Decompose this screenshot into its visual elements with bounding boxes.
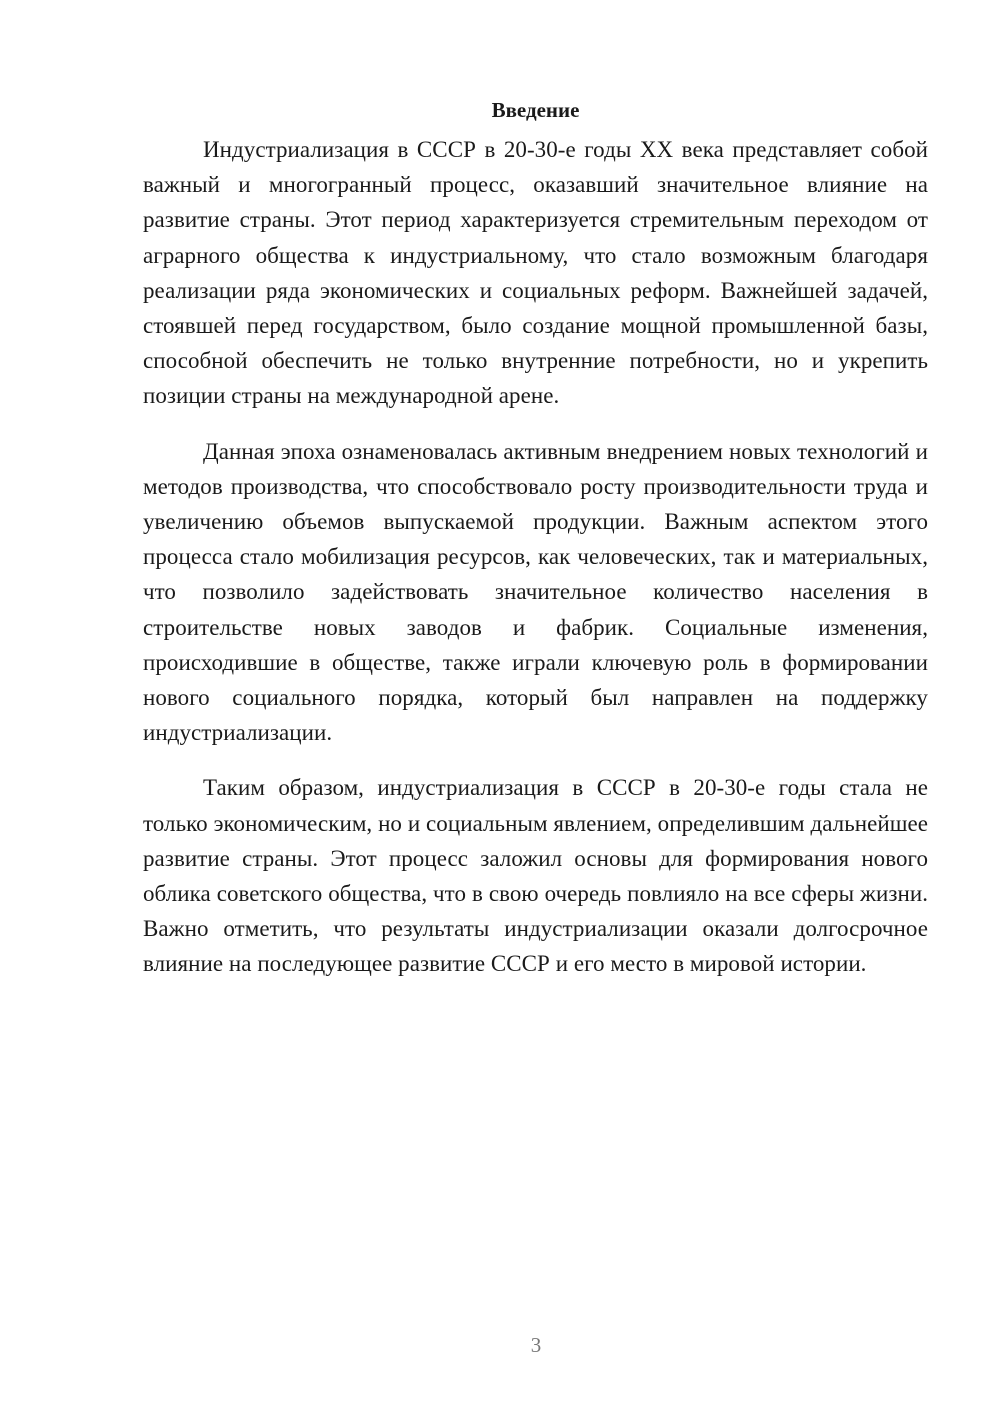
section-title: Введение	[491, 98, 580, 122]
document-page	[143, 95, 928, 1002]
paragraph-3: Таким образом, индустриализация в СССР в 20-30-е годы стала не только экономическим, но и социальным явлением, определившим дальнейшее развитие страны. Этот процесс заложил основы для формирования нового облика советского общества, что в свою очередь повлияло на все сферы жизни. Важно отметить, что результаты индустриализации оказали долгосрочное влияние на последующее развитие СССР и его место в мировой истории.	[143, 775, 928, 977]
page-number: 3	[530, 1333, 542, 1357]
paragraph-2: Данная эпоха ознаменовалась активным внедрением новых технологий и методов производства, что способствовало росту производительности труда и увеличению объемов выпускаемой продукции. Важным аспектом этого процесса стало мобилизация ресурсов, как человеческих, так и материальных, что позволило задействовать значительное количество населения в строительстве новых заводов и фабрик. Социальные изменения, происходившие в обществе, также играли ключевую роль в формировании нового социального порядка, который был направлен на поддержку индустриализации.	[143, 438, 928, 746]
paragraph-1: Индустриализация в СССР в 20-30-е годы XX века представляет собой важный и многогранный процесс, оказавший значительное влияние на развитие страны. Этот период характеризуется стремительным переходом от аграрного общества к индустриальному, что стало возможным благодаря реализации ряда экономических и социальных реформ. Важнейшей задачей, стоявшей перед государством, было создание мощной промышленной базы, способной обеспечить не только внутренние потребности, но и укрепить позиции страны на международной арене.	[143, 137, 928, 409]
